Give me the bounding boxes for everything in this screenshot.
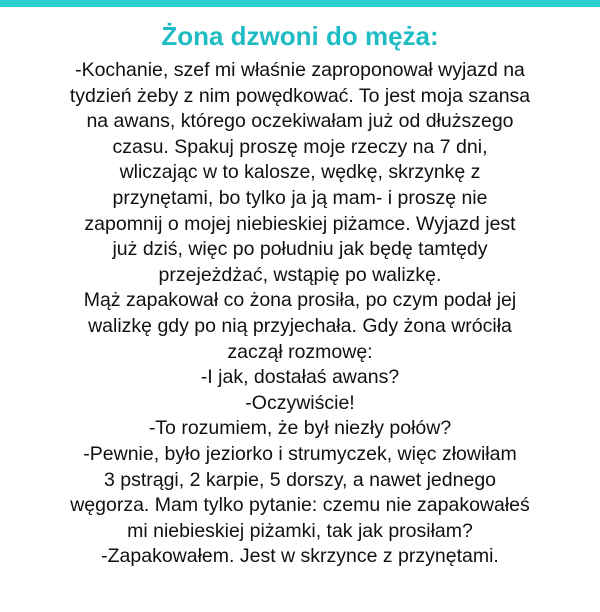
joke-line: przejeżdżać, wstąpię po walizkę. — [158, 263, 442, 286]
joke-line: zapomnij o mojej niebieskiej piżamce. Wyjazd jest — [84, 212, 516, 235]
joke-line: walizkę gdy po nią przyjechała. Gdy żona wróciła — [88, 314, 512, 337]
joke-title: Żona dzwoni do męża: — [161, 21, 439, 51]
joke-line: 3 pstrągi, 2 karpie, 5 dorszy, a nawet jednego — [103, 468, 497, 491]
joke-line: mi niebieskiej piżamki, tak jak prosiłam? — [127, 519, 473, 542]
joke-line: przynętami, bo tylko ja ją mam- i proszę nie — [112, 186, 488, 209]
joke-line: wliczając w to kalosze, wędkę, skrzynkę z — [119, 161, 481, 184]
joke-line: na awans, którego oczekiwałam już od dłuższego — [86, 110, 514, 133]
joke-line: -I jak, dostałaś awans? — [200, 366, 400, 389]
joke-text — [20, 58, 580, 570]
joke-line: -Kochanie, szef mi właśnie zaproponował wyjazd na — [75, 59, 525, 81]
joke-line: tydzień żeby z nim powędkować. To jest moja szansa — [69, 84, 531, 107]
joke-line: zaczął rozmowę: — [227, 340, 373, 363]
joke-line: -Oczywiście! — [245, 391, 355, 414]
joke-line: węgorza. Mam tylko pytanie: czemu nie zapakowałeś — [70, 494, 530, 517]
top-accent-bar — [0, 0, 600, 7]
joke-card — [20, 20, 580, 570]
joke-line: -Pewnie, było jeziorko i strumyczek, więc złowiłam — [83, 442, 517, 465]
joke-line: -To rozumiem, że był niezły połów? — [148, 417, 452, 440]
joke-line: Mąż zapakował co żona prosiła, po czym podał jej — [83, 289, 517, 312]
joke-line: już dziś, więc po południu jak będę tamtędy — [112, 238, 488, 261]
joke-line: czasu. Spakuj proszę moje rzeczy na 7 dni, — [112, 135, 488, 158]
joke-line: -Zapakowałem. Jest w skrzynce z przynętami. — [101, 545, 499, 568]
